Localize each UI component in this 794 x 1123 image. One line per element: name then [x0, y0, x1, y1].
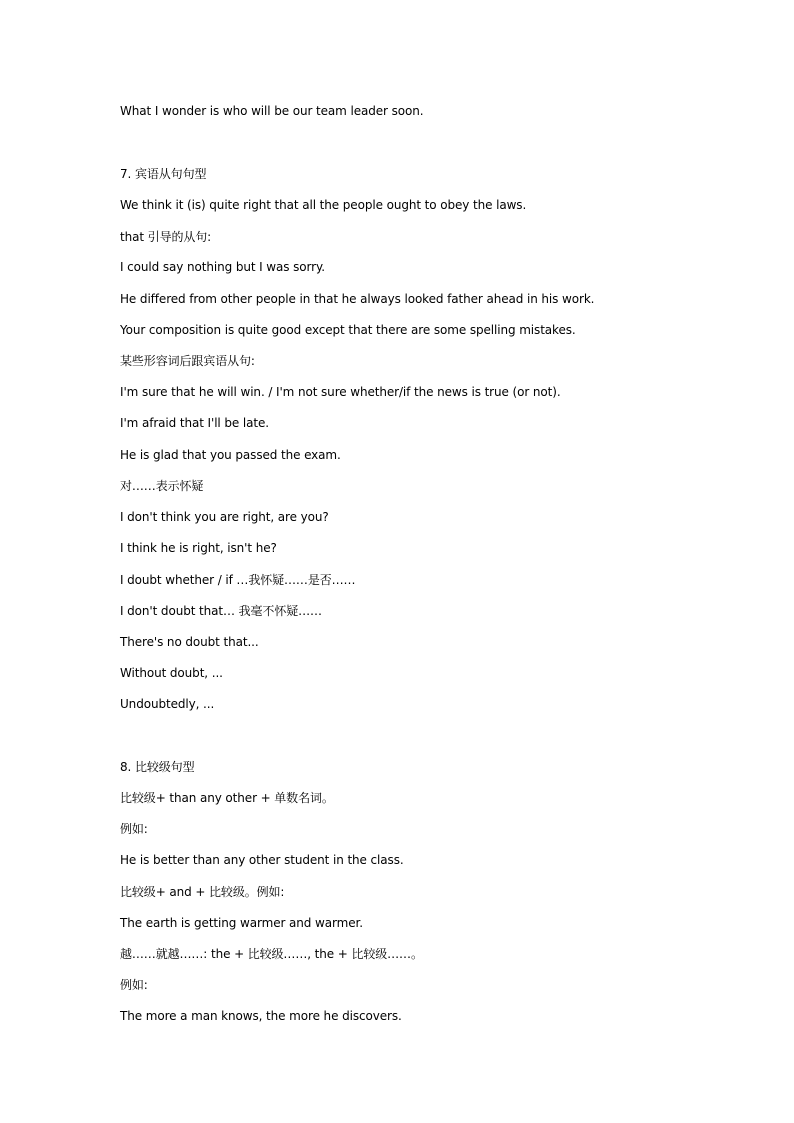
example-sentence-afraid: I'm afraid that I'll be late. — [120, 416, 269, 430]
example-sentence-composition: Your composition is quite good except that there are some spelling mistakes. — [120, 323, 576, 337]
section-heading-comparative: 8. 比较级句型 — [120, 760, 195, 774]
example-sentence-no-doubt: There's no doubt that... — [120, 635, 259, 649]
example-sentence-without-doubt: Without doubt, ... — [120, 666, 223, 680]
rule-the-more-the-more: 越……就越……: the + 比较级……, the + 比较级……。 — [120, 947, 423, 961]
section-heading-object-clause: 7. 宾语从句句型 — [120, 167, 207, 181]
rule-than-any-other: 比较级+ than any other + 单数名词。 — [120, 791, 334, 805]
example-sentence-better-student: He is better than any other student in the class. — [120, 853, 404, 867]
subheading-adjective-clause: 某些形容词后跟宾语从句: — [120, 354, 255, 368]
example-sentence-think-right: I think he is right, isn't he? — [120, 541, 277, 555]
example-sentence-dont-think: I don't think you are right, are you? — [120, 510, 329, 524]
example-sentence-obey-laws: We think it (is) quite right that all the people ought to obey the laws. — [120, 198, 527, 212]
example-sentence-differed: He differed from other people in that he always looked father ahead in his work. — [120, 292, 595, 306]
example-sentence-undoubtedly: Undoubtedly, ... — [120, 697, 215, 711]
example-sentence-team-leader: What I wonder is who will be our team leader soon. — [120, 104, 424, 118]
subheading-that-clause: that 引导的从句: — [120, 230, 212, 244]
example-sentence-sure: I'm sure that he will win. / I'm not sure whether/if the news is true (or not). — [120, 385, 561, 399]
example-sentence-dont-doubt: I don't doubt that… 我毫不怀疑…… — [120, 604, 322, 618]
example-sentence-more-knows: The more a man knows, the more he discovers. — [120, 1009, 402, 1023]
label-for-example-2: 例如: — [120, 978, 148, 992]
example-sentence-warmer: The earth is getting warmer and warmer. — [120, 916, 363, 930]
label-for-example: 例如: — [120, 822, 148, 836]
example-sentence-glad: He is glad that you passed the exam. — [120, 448, 341, 462]
rule-comparative-and-comparative: 比较级+ and + 比较级。例如: — [120, 885, 285, 899]
example-sentence-say-nothing: I could say nothing but I was sorry. — [120, 260, 325, 274]
subheading-doubt: 对……表示怀疑 — [120, 479, 204, 493]
example-sentence-doubt-whether: I doubt whether / if …我怀疑……是否…… — [120, 573, 356, 587]
